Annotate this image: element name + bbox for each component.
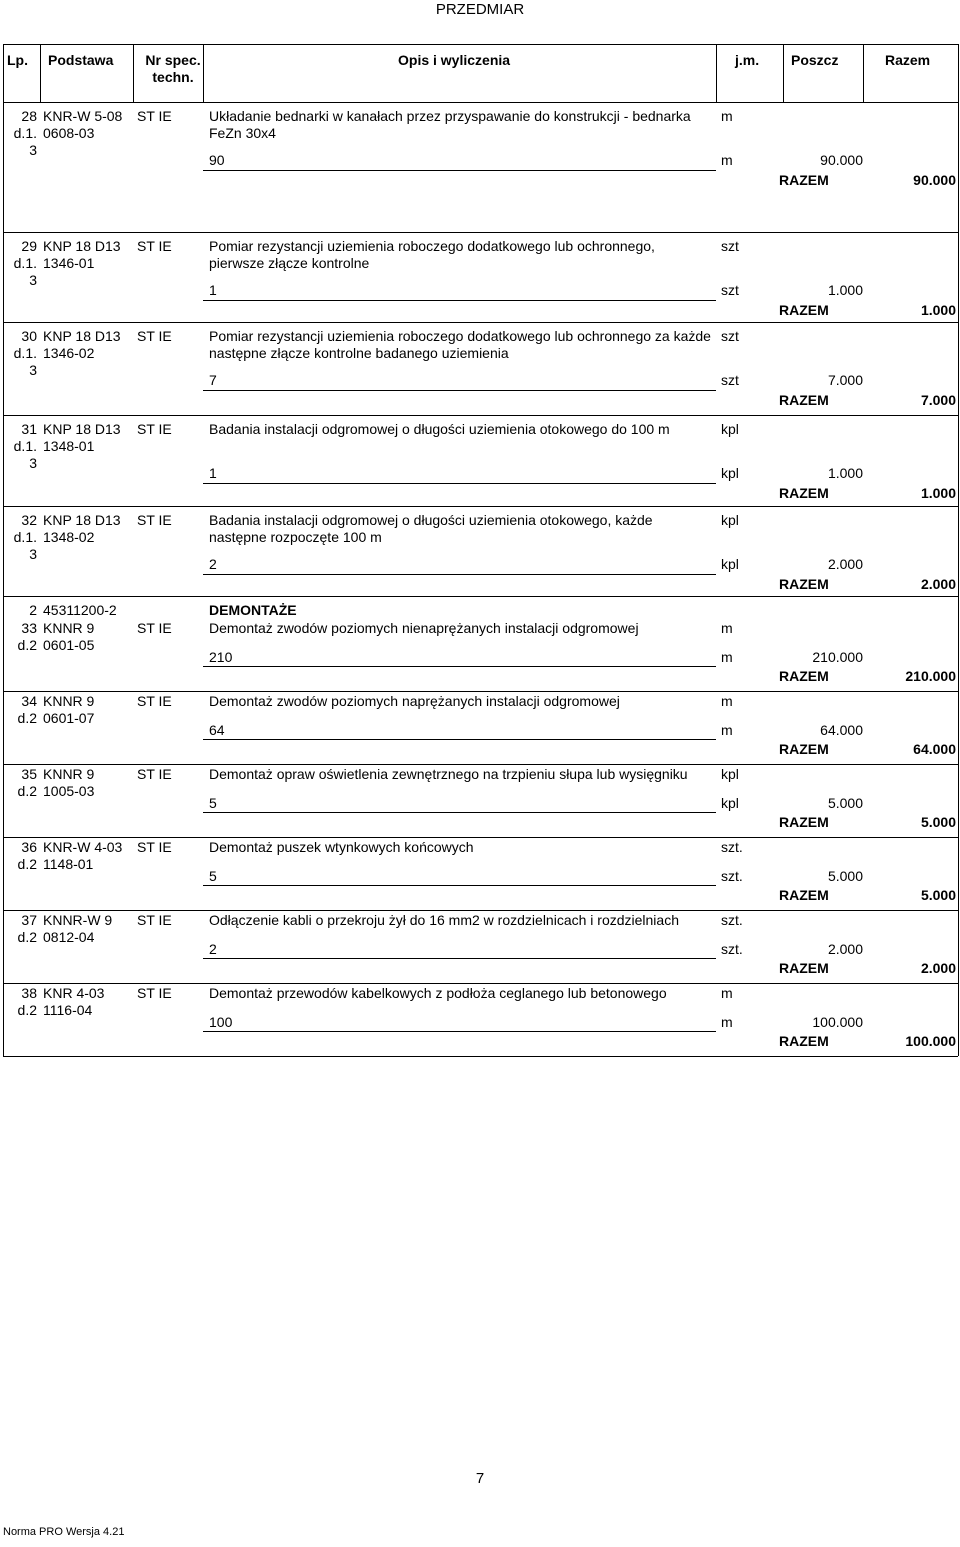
item-razem-value: 90.000: [913, 172, 956, 188]
item-calculation-unit: m: [721, 152, 733, 168]
item-unit: kpl: [721, 421, 739, 437]
item-poszcz-value: 100.000: [812, 1014, 863, 1030]
item-calculation-unit: m: [721, 722, 733, 738]
item-nr-spec: ST IE: [137, 620, 172, 636]
item-podstawa: KNP 18 D13 1348-01: [43, 421, 121, 454]
item-lp: 34 d.2: [17, 693, 37, 726]
item-description: Pomiar rezystancji uziemienia roboczego dodatkowego lub ochronnego za każde następne złącze kontrolne badanego uziemienia: [209, 328, 711, 361]
item-razem-label: RAZEM: [779, 887, 829, 903]
row-divider: [203, 1031, 716, 1032]
item-unit: m: [721, 985, 733, 1001]
item-nr-spec: ST IE: [137, 108, 172, 124]
item-podstawa: KNR-W 4-03 1148-01: [43, 839, 123, 872]
item-unit: szt.: [721, 839, 743, 855]
item-calculation-unit: szt.: [721, 868, 743, 884]
header-razem: Razem: [885, 52, 931, 68]
item-nr-spec: ST IE: [137, 766, 172, 782]
row-divider: [203, 574, 716, 575]
item-razem-value: 7.000: [920, 392, 956, 408]
header-podstawa: Podstawa: [48, 52, 114, 68]
item-nr-spec: ST IE: [137, 839, 172, 855]
item-razem-label: RAZEM: [779, 302, 829, 318]
item-razem-label: RAZEM: [779, 741, 829, 757]
item-calculation: 210: [209, 649, 233, 665]
column-divider: [958, 44, 959, 1056]
item-razem-value: 100.000: [905, 1033, 956, 1049]
item-nr-spec: ST IE: [137, 421, 172, 437]
column-divider: [203, 44, 204, 102]
column-divider: [783, 44, 784, 102]
item-unit: kpl: [721, 766, 739, 782]
item-description: Demontaż puszek wtynkowych końcowych: [209, 839, 474, 855]
item-lp: 28 d.1. 3: [13, 108, 37, 158]
item-lp: 37 d.2: [17, 912, 37, 945]
row-divider: [203, 666, 716, 667]
item-calculation: 1: [209, 282, 217, 298]
item-description: Demontaż zwodów poziomych nienaprężanych instalacji odgromowej: [209, 620, 639, 636]
item-calculation: 1: [209, 465, 217, 481]
item-lp: 35 d.2: [17, 766, 37, 799]
item-calculation: 2: [209, 556, 217, 572]
item-razem-value: 2.000: [920, 576, 956, 592]
item-unit: m: [721, 693, 733, 709]
section-code: 45311200-2: [43, 602, 117, 618]
item-calculation: 90: [209, 152, 225, 168]
item-razem-label: RAZEM: [779, 485, 829, 501]
item-nr-spec: ST IE: [137, 985, 172, 1001]
item-calculation-unit: szt.: [721, 941, 743, 957]
item-poszcz-value: 90.000: [820, 152, 863, 168]
item-unit: szt: [721, 238, 739, 254]
item-razem-label: RAZEM: [779, 172, 829, 188]
item-poszcz-value: 2.000: [827, 556, 863, 572]
item-razem-value: 1.000: [920, 485, 956, 501]
item-razem-value: 2.000: [920, 960, 956, 976]
item-calculation: 2: [209, 941, 217, 957]
item-calculation: 5: [209, 868, 217, 884]
item-lp: 32 d.1. 3: [13, 512, 37, 562]
item-podstawa: KNNR-W 9 0812-04: [43, 912, 113, 945]
item-poszcz-value: 5.000: [827, 795, 863, 811]
row-divider: [3, 415, 958, 416]
column-divider: [863, 44, 864, 102]
item-description: Demontaż opraw oświetlenia zewnętrznego na trzpieniu słupa lub wysięgniku: [209, 766, 688, 782]
item-unit: szt: [721, 328, 739, 344]
column-divider: [3, 44, 4, 1056]
item-description: Badania instalacji odgromowej o długości uziemienia otokowego, każde następne rozpoczęte 100 m: [209, 512, 653, 545]
header-lp: Lp.: [7, 52, 28, 68]
item-razem-label: RAZEM: [779, 576, 829, 592]
row-divider: [203, 739, 716, 740]
row-divider: [3, 596, 958, 597]
item-calculation: 7: [209, 372, 217, 388]
row-divider: [3, 691, 958, 692]
item-nr-spec: ST IE: [137, 238, 172, 254]
item-podstawa: KNNR 9 0601-07: [43, 693, 95, 726]
row-divider: [3, 983, 958, 984]
row-divider: [3, 232, 958, 233]
item-podstawa: KNNR 9 1005-03: [43, 766, 95, 799]
item-calculation: 64: [209, 722, 225, 738]
column-divider: [716, 44, 717, 102]
item-calculation-unit: kpl: [721, 556, 739, 572]
item-calculation-unit: szt: [721, 282, 739, 298]
header-poszcz: Poszcz: [791, 52, 839, 68]
item-calculation-unit: kpl: [721, 465, 739, 481]
item-calculation-unit: m: [721, 649, 733, 665]
row-divider: [3, 322, 958, 323]
item-poszcz-value: 64.000: [820, 722, 863, 738]
header-jm: j.m.: [735, 52, 760, 68]
item-lp: 36 d.2: [17, 839, 37, 872]
item-nr-spec: ST IE: [137, 693, 172, 709]
footer-software-version: Norma PRO Wersja 4.21: [3, 1526, 125, 1538]
item-poszcz-value: 1.000: [827, 465, 863, 481]
item-unit: kpl: [721, 512, 739, 528]
item-razem-value: 210.000: [905, 668, 956, 684]
row-divider: [203, 390, 716, 391]
item-calculation-unit: szt: [721, 372, 739, 388]
section-lp: 2: [29, 602, 37, 618]
item-nr-spec: ST IE: [137, 512, 172, 528]
item-description: Demontaż przewodów kabelkowych z podłoża ceglanego lub betonowego: [209, 985, 667, 1001]
item-nr-spec: ST IE: [137, 912, 172, 928]
item-nr-spec: ST IE: [137, 328, 172, 344]
item-razem-label: RAZEM: [779, 814, 829, 830]
row-divider: [203, 300, 716, 301]
item-razem-label: RAZEM: [779, 392, 829, 408]
item-unit: szt.: [721, 912, 743, 928]
item-unit: m: [721, 620, 733, 636]
item-calculation: 5: [209, 795, 217, 811]
row-divider: [203, 812, 716, 813]
row-divider: [3, 1056, 958, 1057]
item-podstawa: KNNR 9 0601-05: [43, 620, 95, 653]
item-calculation-unit: kpl: [721, 795, 739, 811]
item-razem-value: 64.000: [913, 741, 956, 757]
item-description: Badania instalacji odgromowej o długości uziemienia otokowego do 100 m: [209, 421, 670, 437]
page-number: 7: [475, 1470, 485, 1487]
item-poszcz-value: 7.000: [827, 372, 863, 388]
row-divider: [203, 170, 716, 171]
header-nr-spec-techn: Nr spec. techn.: [145, 52, 201, 85]
item-description: Pomiar rezystancji uziemienia roboczego dodatkowego lub ochronnego, pierwsze złącze kontrolne: [209, 238, 655, 271]
item-lp: 33 d.2: [17, 620, 37, 653]
item-razem-value: 1.000: [920, 302, 956, 318]
item-poszcz-value: 1.000: [827, 282, 863, 298]
page-title: PRZEDMIAR: [435, 1, 525, 18]
item-description: Demontaż zwodów poziomych naprężanych instalacji odgromowej: [209, 693, 620, 709]
item-poszcz-value: 210.000: [812, 649, 863, 665]
item-lp: 30 d.1. 3: [13, 328, 37, 378]
item-podstawa: KNR 4-03 1116-04: [43, 985, 105, 1018]
item-podstawa: KNP 18 D13 1346-02: [43, 328, 121, 361]
item-calculation-unit: m: [721, 1014, 733, 1030]
row-divider: [3, 910, 958, 911]
row-divider: [3, 764, 958, 765]
item-calculation: 100: [209, 1014, 233, 1030]
item-lp: 29 d.1. 3: [13, 238, 37, 288]
row-divider: [3, 506, 958, 507]
row-divider: [3, 837, 958, 838]
row-divider: [203, 885, 716, 886]
item-lp: 38 d.2: [17, 985, 37, 1018]
item-razem-label: RAZEM: [779, 668, 829, 684]
item-unit: m: [721, 108, 733, 124]
row-divider: [203, 958, 716, 959]
item-podstawa: KNP 18 D13 1346-01: [43, 238, 121, 271]
item-description: Układanie bednarki w kanałach przez przyspawanie do konstrukcji - bednarka FeZn 30x4: [209, 108, 691, 141]
item-razem-value: 5.000: [920, 814, 956, 830]
row-divider: [3, 102, 958, 103]
item-razem-label: RAZEM: [779, 960, 829, 976]
item-podstawa: KNR-W 5-08 0608-03: [43, 108, 123, 141]
item-poszcz-value: 2.000: [827, 941, 863, 957]
row-divider: [3, 44, 958, 45]
item-podstawa: KNP 18 D13 1348-02: [43, 512, 121, 545]
header-opis: Opis i wyliczenia: [398, 52, 511, 68]
item-description: Odłączenie kabli o przekroju żył do 16 mm2 w rozdzielnicach i rozdzielniach: [209, 912, 679, 928]
item-lp: 31 d.1. 3: [13, 421, 37, 471]
row-divider: [203, 483, 716, 484]
item-poszcz-value: 5.000: [827, 868, 863, 884]
section-title: DEMONTAŻE: [209, 602, 297, 618]
item-razem-value: 5.000: [920, 887, 956, 903]
item-razem-label: RAZEM: [779, 1033, 829, 1049]
column-divider: [40, 44, 41, 102]
column-divider: [133, 44, 134, 102]
